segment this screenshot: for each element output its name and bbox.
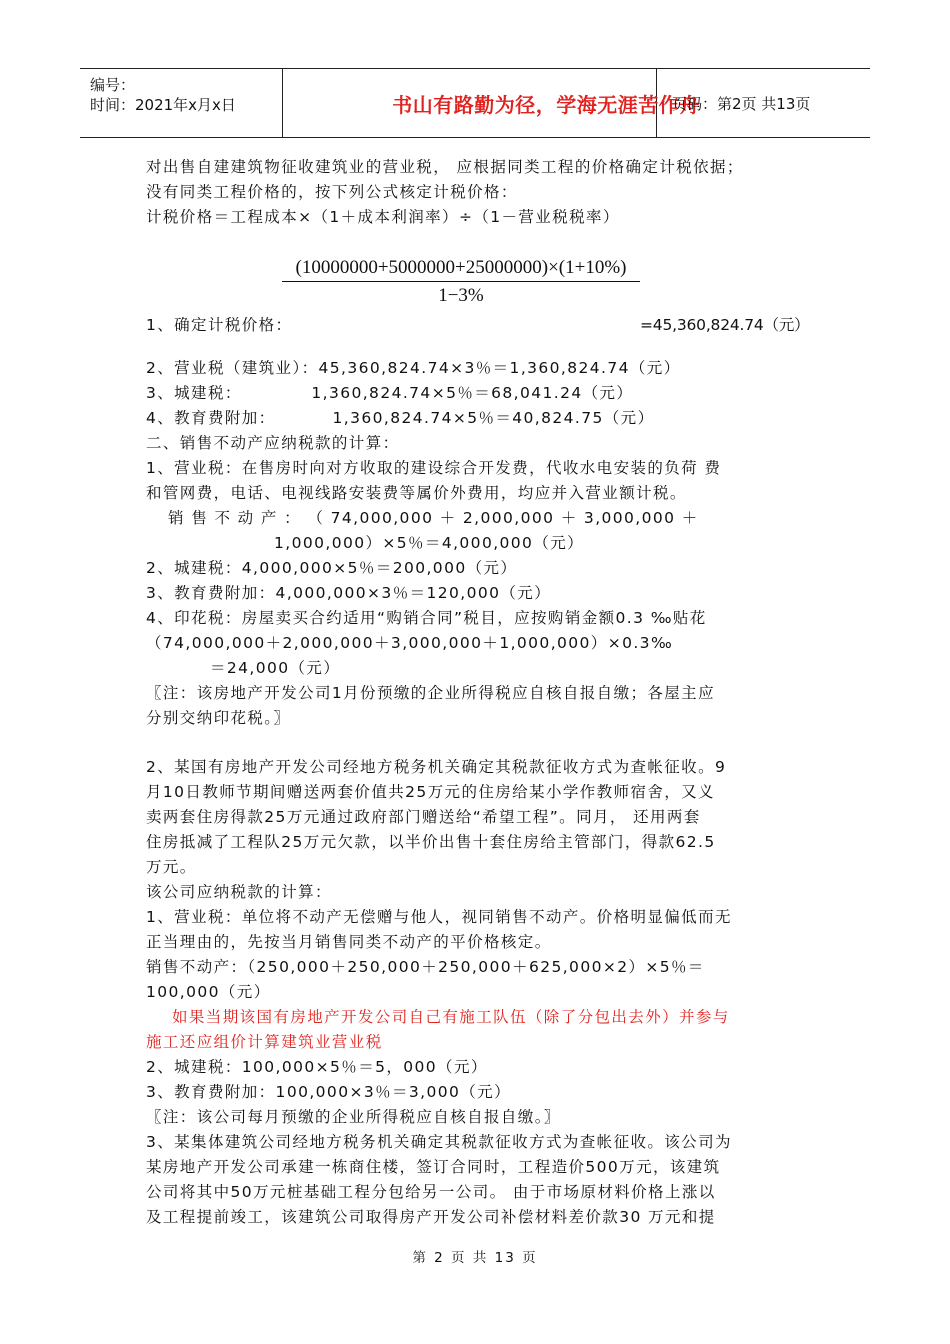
text-line: 销售不动产：（250,000＋250,000＋250,000＋625,000×2）×5％＝ xyxy=(146,958,705,976)
text-line: 100,000（元） xyxy=(146,983,271,1001)
text-line: 二、销售不动产应纳税款的计算： xyxy=(146,434,400,452)
text-line: 4、教育费附加： 1,360,824.74×5％＝40,824.75（元） xyxy=(146,409,655,427)
text-line: 和管网费，电话、电视线路安装费等属价外费用，均应并入营业额计税。 xyxy=(146,484,687,502)
text-line: 销 售 不 动 产 ： （ 74,000,000 ＋ 2,000,000 ＋ 3,000,000 ＋ xyxy=(168,509,699,527)
text-line: 2、营业税（建筑业）：45,360,824.74×3％＝1,360,824.74（元） xyxy=(146,359,681,377)
text-line: 公司将其中50万元桩基础工程分包给另一公司。 由于市场原材料价格上涨以 xyxy=(146,1183,716,1201)
text-line: 正当理由的，先按当月销售同类不动产的平价格核定。 xyxy=(146,933,552,951)
text-line: 1、营业税：在售房时向对方收取的建设综合开发费，代收水电安装的负荷 费 xyxy=(146,459,722,477)
text-line: 〖注：该房地产开发公司1月份预缴的企业所得税应自核自报自缴；各屋主应 xyxy=(146,684,715,702)
text-line: 2、某国有房地产开发公司经地方税务机关确定其税款征收方式为查帐征收。9 xyxy=(146,758,727,776)
text-line: 没有同类工程价格的，按下列公式核定计税价格： xyxy=(146,183,518,201)
text-line: 计税价格＝工程成本×（1＋成本利润率）÷（1－营业税税率） xyxy=(146,208,620,226)
text-line: 4、印花税：房屋卖买合约适用“购销合同”税目，应按购销金额0.3 ‰贴花 xyxy=(146,609,707,627)
text-line: 1、确定计税价格： xyxy=(146,316,293,334)
text-line: 万元。 xyxy=(146,858,197,876)
text-line: ＝24,000（元） xyxy=(210,659,341,677)
text-line: 及工程提前竣工，该建筑公司取得房产开发公司补偿材料差价款30 万元和提 xyxy=(146,1208,716,1226)
text-line: 3、教育费附加：4,000,000×3％＝120,000（元） xyxy=(146,584,552,602)
document-number-label: 编号： xyxy=(90,76,136,94)
formula-numerator: (10000000+5000000+25000000)×(1+10%) xyxy=(295,257,627,278)
text-line: 3、某集体建筑公司经地方税务机关确定其税款征收方式为查帐征收。该公司为 xyxy=(146,1133,732,1151)
text-line: （74,000,000＋2,000,000＋3,000,000＋1,000,000）×0.3‰ xyxy=(146,634,674,652)
header-meta xyxy=(90,75,236,115)
highlighted-note-line: 施工还应组价计算建筑业营业税 xyxy=(146,1033,383,1051)
text-line: 1、营业税：单位将不动产无偿赠与他人，视同销售不动产。价格明显偏低而无 xyxy=(146,908,732,926)
highlighted-note-line: 如果当期该国有房地产开发公司自己有施工队伍（除了分包出去外）并参与 xyxy=(172,1008,730,1026)
text-line: 〖注：该公司每月预缴的企业所得税应自核自报自缴。〗 xyxy=(146,1108,561,1126)
header-motto: 书山有路勤为径，学海无涯苦作舟 xyxy=(392,92,700,117)
text-line: =45,360,824.74（元） xyxy=(640,316,810,334)
header-divider xyxy=(282,69,283,137)
page-footer: 第 2 页 共 13 页 xyxy=(412,1250,538,1266)
text-line: 2、城建税：100,000×5％＝5，000（元） xyxy=(146,1058,488,1076)
text-line: 住房抵减了工程队25万元欠款，以半价出售十套住房给主管部门，得款62.5 xyxy=(146,833,716,851)
text-line: 3、教育费附加：100,000×3％＝3,000（元） xyxy=(146,1083,511,1101)
page-header xyxy=(80,68,870,138)
formula-fraction-bar xyxy=(282,281,640,282)
text-line: 3、城建税： 1,360,824.74×5％＝68,041.24（元） xyxy=(146,384,634,402)
text-line: 该公司应纳税款的计算： xyxy=(146,883,332,901)
formula-denominator: 1−3% xyxy=(438,285,484,306)
text-line: 月10日教师节期间赠送两套价值共25万元的住房给某小学作教师宿舍，又义 xyxy=(146,783,715,801)
document-time-label: 时间：2021年x月x日 xyxy=(90,96,236,114)
text-line: 某房地产开发公司承建一栋商住楼，签订合同时，工程造价500万元，该建筑 xyxy=(146,1158,721,1176)
tax-price-formula xyxy=(282,257,640,307)
text-line: 卖两套住房得款25万元通过政府部门赠送给“希望工程”。同月， 还用两套 xyxy=(146,808,701,826)
text-line: 对出售自建建筑物征收建筑业的营业税， 应根据同类工程的价格确定计税依据； xyxy=(146,158,744,176)
header-page-info: 页码：第2页 共13页 xyxy=(672,94,811,113)
text-line: 分别交纳印花税。〗 xyxy=(146,709,291,727)
text-line: 2、城建税：4,000,000×5％＝200,000（元） xyxy=(146,559,518,577)
text-line: 1,000,000）×5％＝4,000,000（元） xyxy=(274,534,585,552)
